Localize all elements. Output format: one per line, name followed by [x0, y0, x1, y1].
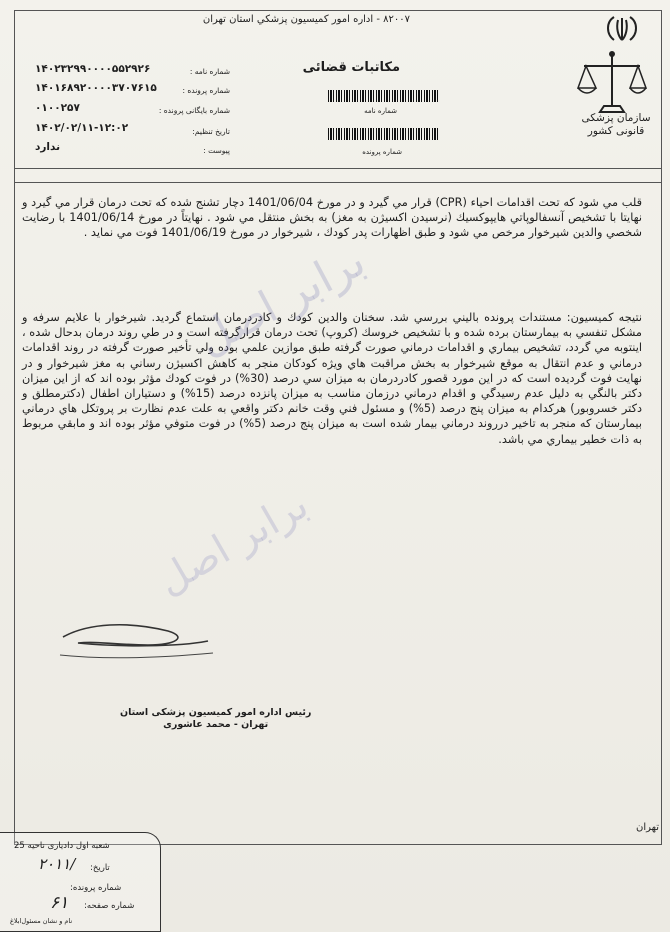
body-paragraph-commission-result: نتيجه كميسيون: مستندات پرونده باليني بررسي شد. سخنان والدين كودك و كادردرمان استماع گرديد. شيرخوار با علايم سرفه و مشكل تنفسي به بيمارستان برده شده و با تشخيص خروسك (كروپ) تحت درمان قرارگرفته است و در طي روند درمان بدحال شده ، اينتوبه مي گردد، تشخيص بيماري و اقدامات درماني صورت گرفته طبق موازين علمي بوده ولي تأخير صورت گرفته در روند اقدامات درماني و عدم انتقال به موقع شيرخوار به بخش مراقبت هاي ويژه كودكان منجر به كاهش اكسيژن رساني به مغز شيرخوار و در نهايت فوت گرديده است كه در اين مورد قصور كادردرمان به ميزان سي درصد (30%) در فوت كودك مؤثر بوده اند كه از اين ميزان دكتر بالنگي به دليل عدم رسيدگي و اقدام درماني درزمان مناسب به ميزان پانزده درصد (15%) و دستياران اطفال (دكترمطلق و دكتر خسروبور) هركدام به ميزان پنج درصد (5%) و مسئول فني وقت خانم دكتر واقعي به علت عدم نظارت بر پروتكل هاي درماني بيمارستان كه منجر به تاخير درروند درماني بيمار شده است به ميزان پنج درصد (5%) در فوت متوفي مؤثر بوده اند و مابقي مربوط به ذات خطير بيماري مي باشد. [22, 311, 642, 446]
watermark-stamp-2: برابر اصل [149, 481, 317, 605]
field-label-archive-number: شماره بایگانی پرونده : [158, 106, 230, 115]
signer-title: رئیس اداره امور کمیسیون پزشکی استان [120, 707, 312, 718]
body-paragraph-history: قلب مي شود كه تحت اقدامات احياء (CPR) قرار مي گيرد و در مورخ 1401/06/04 دچار تشنج شده كه تحت درمان قرار مي گيرد و نهايتا با تشخيص آنسفالوپاتي هايپوكسيك (نرسيدن اكسيژن به مغز) به بخش منتقل مي شود . نهايتاً در مورخ 1401/06/14 با رضايت شخصي والدين شيرخوار مرخص مي شود و طبق اظهارات پدر كودك ، شيرخوار در مورخ 1401/06/19 فوت مي نمايد . [22, 196, 642, 240]
office-line: ۸۲۰۰۷ - اداره امور کمیسیون پزشکي استان تهران [202, 14, 410, 25]
field-value-case-number: ۱۴۰۱۶۸۹۲۰۰۰۰۳۷۰۷۶۱۵ [35, 82, 157, 94]
field-label-letter-number: شماره نامه : [189, 67, 230, 76]
document-type: مکاتبات قضائی [302, 60, 400, 75]
field-label-attachment: پیوست : [203, 146, 230, 155]
barcode-label-letter: شماره نامه [364, 107, 397, 115]
registry-stamp [0, 832, 161, 932]
stamp-page-label: شماره صفحه: [84, 901, 135, 911]
barcode-label-case: شماره پرونده [362, 148, 402, 156]
stamp-case-label: شماره پرونده: [70, 883, 122, 893]
stamp-page-handwritten: ۶۱ [50, 893, 69, 913]
field-value-archive-number: ۰۱۰۰۲۵۷ [35, 102, 80, 114]
stamp-clerk: نام و نشان مسئول‌ابلاغ [10, 917, 73, 925]
stamp-branch: شعبه اول دادیاری ناحیه 25 [14, 841, 110, 851]
signer-block [120, 707, 311, 731]
field-label-case-number: شماره پرونده : [182, 86, 230, 95]
stamp-date-handwritten: ۲۰۱۱/ [38, 855, 76, 873]
field-value-letter-number: ۱۴۰۲۳۲۹۹۰۰۰۰۵۵۲۹۲۶ [35, 63, 151, 75]
footer-city: تهران [636, 822, 660, 833]
barcode-letter [328, 90, 438, 102]
scales-of-justice-icon [576, 48, 648, 120]
watermark-stamp: برابر اصل [188, 235, 374, 366]
barcode-case [328, 128, 438, 140]
signer-name: تهران - محمد عاشوری [163, 719, 269, 730]
header-divider [14, 168, 662, 169]
field-label-issue-date: تاریخ تنظیم: [192, 127, 230, 136]
iran-emblem-icon [592, 14, 652, 44]
organization-name: سازمان پزشکی قانونی کشور [581, 112, 651, 137]
field-value-issue-date: ۱۴۰۲/۰۲/۱۱-۱۲:۰۲ [35, 122, 129, 134]
handwritten-signature [58, 615, 218, 675]
stamp-date-label: تاریخ: [90, 863, 110, 873]
field-value-attachment: ندارد [35, 141, 61, 153]
header-divider-2 [14, 182, 662, 183]
